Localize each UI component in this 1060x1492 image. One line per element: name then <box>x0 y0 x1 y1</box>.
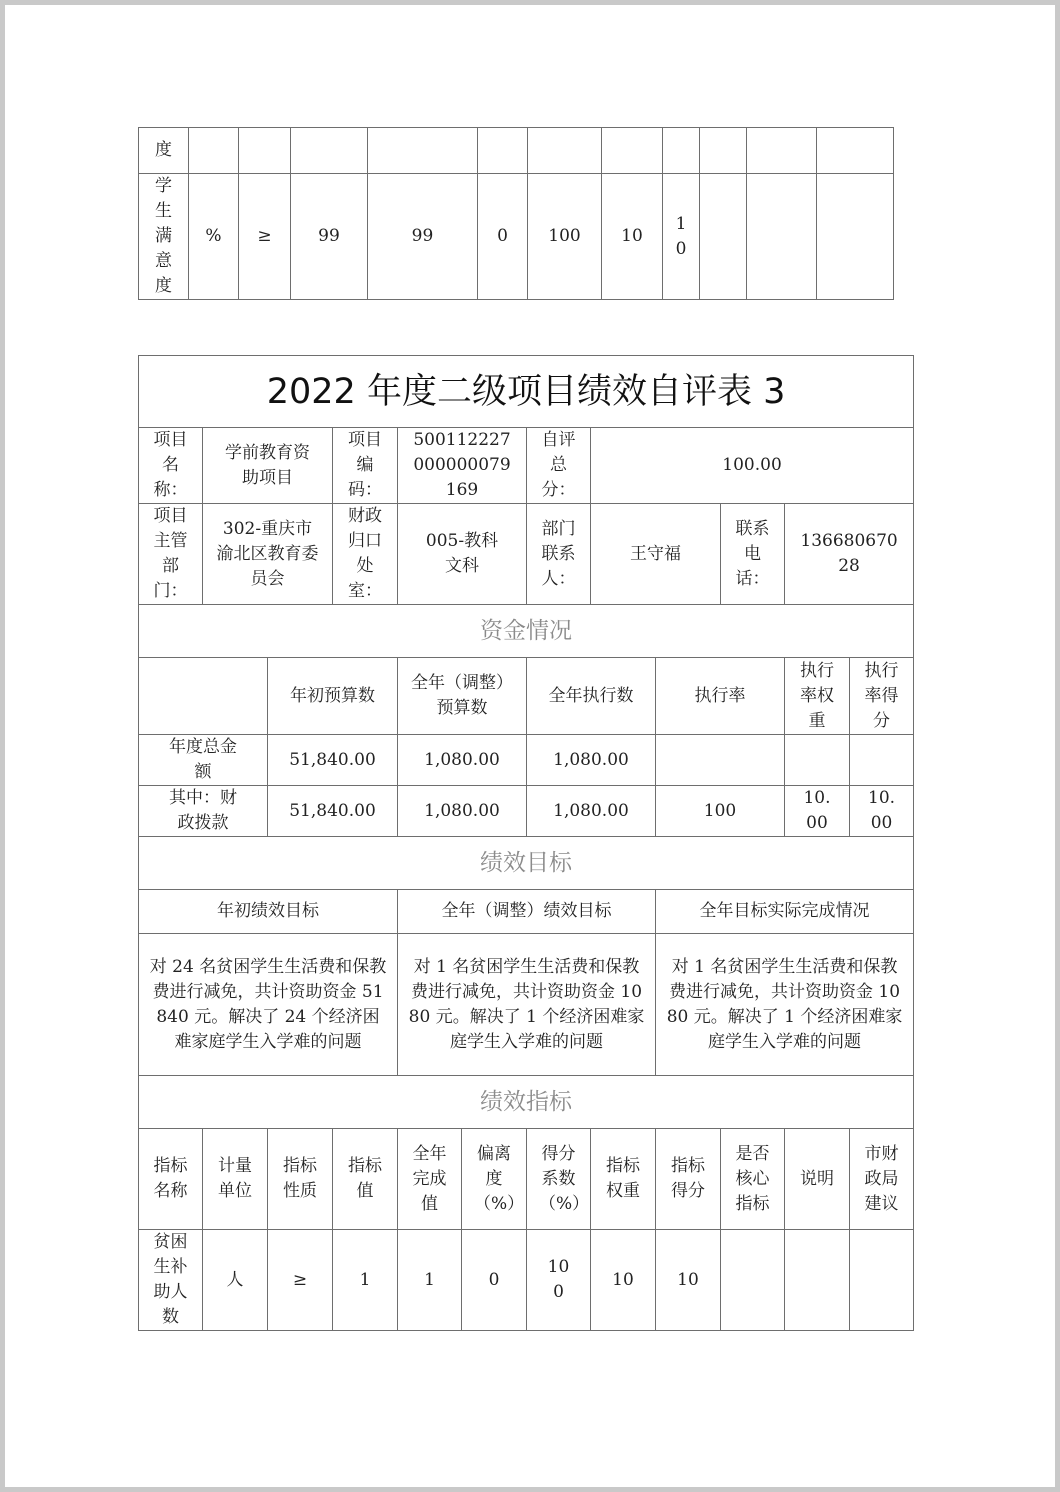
funds-cell: 1,080.00 <box>527 735 656 786</box>
table-row <box>139 1230 914 1331</box>
table-row <box>139 934 914 1076</box>
indicator-value: 99 <box>291 174 368 300</box>
project-name-label: 项目名称： <box>139 428 203 504</box>
indicator-header: 指标值 <box>333 1129 398 1230</box>
funds-cell: 10.00 <box>850 786 914 837</box>
total-score-label: 自评总分： <box>527 428 591 504</box>
project-code-label: 项目编码： <box>333 428 398 504</box>
dept-label: 项目主管部门： <box>139 504 203 605</box>
core <box>700 174 747 300</box>
funds-cell <box>785 735 850 786</box>
funds-section-title: 资金情况 <box>139 605 914 658</box>
goals-header: 年初绩效目标 <box>139 890 398 934</box>
table-row <box>139 174 894 300</box>
indicator-cell: ≥ <box>268 1230 333 1331</box>
indicators-section-title: 绩效指标 <box>139 1076 914 1129</box>
funds-header: 全年执行数 <box>527 658 656 735</box>
phone-label: 联系电话： <box>721 504 785 605</box>
indicator-header: 指标权重 <box>591 1129 656 1230</box>
funds-cell: 年度总金额 <box>139 735 268 786</box>
funds-header: 执行率 <box>656 658 785 735</box>
goal-text: 对 1 名贫困学生生活费和保教费进行减免，共计资助资金 1080 元。解决了 1 个经济困难家庭学生入学难的问题 <box>398 934 656 1076</box>
indicator-header: 偏离度（%） <box>462 1129 527 1230</box>
nature: ≥ <box>239 174 291 300</box>
funds-header: 执行率权重 <box>785 658 850 735</box>
project-code: 500112227000000079169 <box>398 428 527 504</box>
indicator-cell: 人 <box>203 1230 268 1331</box>
indicator-header: 指标名称 <box>139 1129 203 1230</box>
funds-cell: 51,840.00 <box>268 735 398 786</box>
row-label: 度 <box>139 128 189 174</box>
deviation: 0 <box>478 174 528 300</box>
funds-cell <box>850 735 914 786</box>
indicator-cell: 贫困生补助人数 <box>139 1230 203 1331</box>
table-row <box>139 735 914 786</box>
finance-office: 005-教科文科 <box>398 504 527 605</box>
indicator-header: 得分系数（%） <box>527 1129 591 1230</box>
indicator-header: 全年完成值 <box>398 1129 462 1230</box>
indicator-header: 指标性质 <box>268 1129 333 1230</box>
indicator-header: 指标得分 <box>656 1129 721 1230</box>
goal-text: 对 1 名贫困学生生活费和保教费进行减免，共计资助资金 1080 元。解决了 1 个经济困难家庭学生入学难的问题 <box>656 934 914 1076</box>
funds-cell: 51,840.00 <box>268 786 398 837</box>
goals-header: 全年目标实际完成情况 <box>656 890 914 934</box>
completed-value: 99 <box>368 174 478 300</box>
goals-section-title: 绩效目标 <box>139 837 914 890</box>
indicator-name: 学生满意度 <box>139 174 189 300</box>
funds-header: 全年（调整）预算数 <box>398 658 527 735</box>
self-evaluation-form <box>138 355 914 1331</box>
indicator-header: 市财政局建议 <box>850 1129 914 1230</box>
score-coef: 100 <box>528 174 602 300</box>
indicator-cell: 1 <box>333 1230 398 1331</box>
indicator-header: 说明 <box>785 1129 850 1230</box>
dept: 302-重庆市渝北区教育委员会 <box>203 504 333 605</box>
indicator-cell <box>850 1230 914 1331</box>
note <box>747 174 817 300</box>
total-score: 100.00 <box>591 428 914 504</box>
indicator-cell: 0 <box>462 1230 527 1331</box>
goals-header: 全年（调整）绩效目标 <box>398 890 656 934</box>
funds-cell: 1,080.00 <box>527 786 656 837</box>
funds-header: 年初预算数 <box>268 658 398 735</box>
contact-person: 王守福 <box>591 504 721 605</box>
indicator-cell <box>721 1230 785 1331</box>
finance-label: 财政归口处室： <box>333 504 398 605</box>
project-name: 学前教育资助项目 <box>203 428 333 504</box>
continued-indicator-table <box>138 127 894 300</box>
funds-cell: 其中：财政拨款 <box>139 786 268 837</box>
funds-cell: 100 <box>656 786 785 837</box>
weight: 10 <box>602 174 663 300</box>
indicator-header: 计量单位 <box>203 1129 268 1230</box>
funds-cell: 1,080.00 <box>398 786 527 837</box>
table-row <box>139 786 914 837</box>
goal-text: 对 24 名贫困学生生活费和保教费进行减免，共计资助资金 51840 元。解决了 24 个经济困难家庭学生入学难的问题 <box>139 934 398 1076</box>
funds-cell: 1,080.00 <box>398 735 527 786</box>
contact-label: 部门联系人： <box>527 504 591 605</box>
indicator-cell: 10 <box>656 1230 721 1331</box>
funds-header <box>139 658 268 735</box>
unit: % <box>189 174 239 300</box>
indicator-cell <box>785 1230 850 1331</box>
indicator-cell: 100 <box>527 1230 591 1331</box>
funds-cell: 10.00 <box>785 786 850 837</box>
form-title: 2022 年度二级项目绩效自评表 3 <box>139 356 914 428</box>
indicator-cell: 10 <box>591 1230 656 1331</box>
advice <box>817 174 894 300</box>
funds-cell <box>656 735 785 786</box>
funds-header: 执行率得分 <box>850 658 914 735</box>
phone: 13668067028 <box>785 504 914 605</box>
indicator-cell: 1 <box>398 1230 462 1331</box>
indicator-header: 是否核心指标 <box>721 1129 785 1230</box>
score: 10 <box>663 174 700 300</box>
